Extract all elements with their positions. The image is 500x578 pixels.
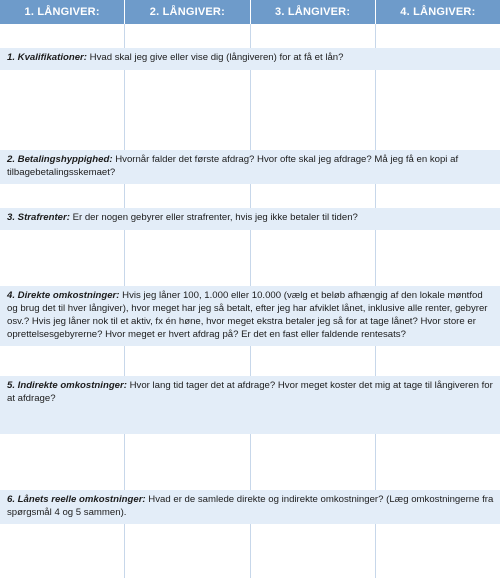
lender-2-header: 2. LÅNGIVER:: [125, 0, 250, 24]
answer-cell[interactable]: [125, 524, 250, 578]
question-1-title: 1. Kvalifikationer:: [7, 52, 87, 63]
question-1-text: Hvad skal jeg give eller vise dig (långiveren) for at få et lån?: [86, 52, 344, 63]
answer-cell[interactable]: [125, 230, 250, 286]
answer-row-0: [0, 24, 500, 48]
answer-cell[interactable]: [125, 24, 250, 48]
question-2-title: 2. Betalingshyppighed:: [7, 154, 113, 165]
answer-row-2: [0, 184, 500, 208]
answer-cell[interactable]: [0, 346, 125, 376]
question-6-title: 6. Lånets reelle omkostninger:: [7, 494, 146, 505]
question-6: [0, 490, 500, 524]
answer-cell[interactable]: [251, 524, 376, 578]
answer-cell[interactable]: [0, 70, 125, 150]
question-6-text: Hvad er de samlede direkte og indirekte omkostninger? (Læg omkostningerne fra spørgsmål 4 og 5 sammen).: [7, 494, 494, 518]
lender-4-header: 4. LÅNGIVER:: [376, 0, 500, 24]
answer-cell[interactable]: [376, 524, 500, 578]
lender-header-row: [0, 0, 500, 24]
answer-cell[interactable]: [376, 346, 500, 376]
answer-row-4: [0, 346, 500, 376]
answer-cell[interactable]: [125, 184, 250, 208]
answer-cell[interactable]: [0, 184, 125, 208]
question-2: [0, 150, 500, 184]
lender-3-header: 3. LÅNGIVER:: [251, 0, 376, 24]
answer-cell[interactable]: [125, 434, 250, 490]
answer-cell[interactable]: [376, 230, 500, 286]
answer-cell[interactable]: [0, 524, 125, 578]
answer-cell[interactable]: [251, 346, 376, 376]
answer-cell[interactable]: [376, 184, 500, 208]
answer-cell[interactable]: [251, 184, 376, 208]
answer-cell[interactable]: [376, 434, 500, 490]
answer-cell[interactable]: [376, 70, 500, 150]
question-3: [0, 208, 500, 230]
answer-cell[interactable]: [251, 434, 376, 490]
answer-cell[interactable]: [376, 24, 500, 48]
question-2-text: Hvornår falder det første afdrag? Hvor ofte skal jeg afdrage? Må jeg få en kopi af tilbagebetalingsskemaet?: [7, 154, 459, 178]
question-4: [0, 286, 500, 346]
question-4-title: 4. Direkte omkostninger:: [7, 290, 120, 301]
answer-cell[interactable]: [125, 70, 250, 150]
answer-cell[interactable]: [251, 230, 376, 286]
answer-row-1: [0, 70, 500, 150]
question-3-text: Er der nogen gebyrer eller strafrenter, hvis jeg ikke betaler til tiden?: [69, 212, 358, 223]
answer-row-6: [0, 524, 500, 578]
answer-row-3: [0, 230, 500, 286]
question-5-title: 5. Indirekte omkostninger:: [7, 380, 127, 391]
question-1: [0, 48, 500, 70]
answer-cell[interactable]: [251, 24, 376, 48]
question-5-text: Hvor lang tid tager det at afdrage? Hvor meget koster det mig at tage til långiveren for at afdrage?: [7, 380, 493, 404]
question-3-title: 3. Strafrenter:: [7, 212, 70, 223]
answer-row-5: [0, 434, 500, 490]
answer-cell[interactable]: [251, 70, 376, 150]
answer-cell[interactable]: [0, 434, 125, 490]
lender-1-header: 1. LÅNGIVER:: [0, 0, 125, 24]
question-4-text: Hvis jeg låner 100, 1.000 eller 10.000 (vælg et beløb afhængig af den lokale møntfod og brug det til hver långiver), hvor meget har jeg så betalt, efter jeg har afviklet lånet, inklusive alle renter, gebyrer osv.? Hvis jeg låner nok til et aktiv, fx én høne, hvor meget ekstra betaler jeg så for at tage lånet? Hvor store er oprettelsesgebyrerne? Hvor meget er hvert afdrag på? Er det en fast eller faldende rentesats?: [7, 290, 488, 340]
answer-cell[interactable]: [0, 24, 125, 48]
question-5: [0, 376, 500, 434]
answer-cell[interactable]: [125, 346, 250, 376]
answer-cell[interactable]: [0, 230, 125, 286]
